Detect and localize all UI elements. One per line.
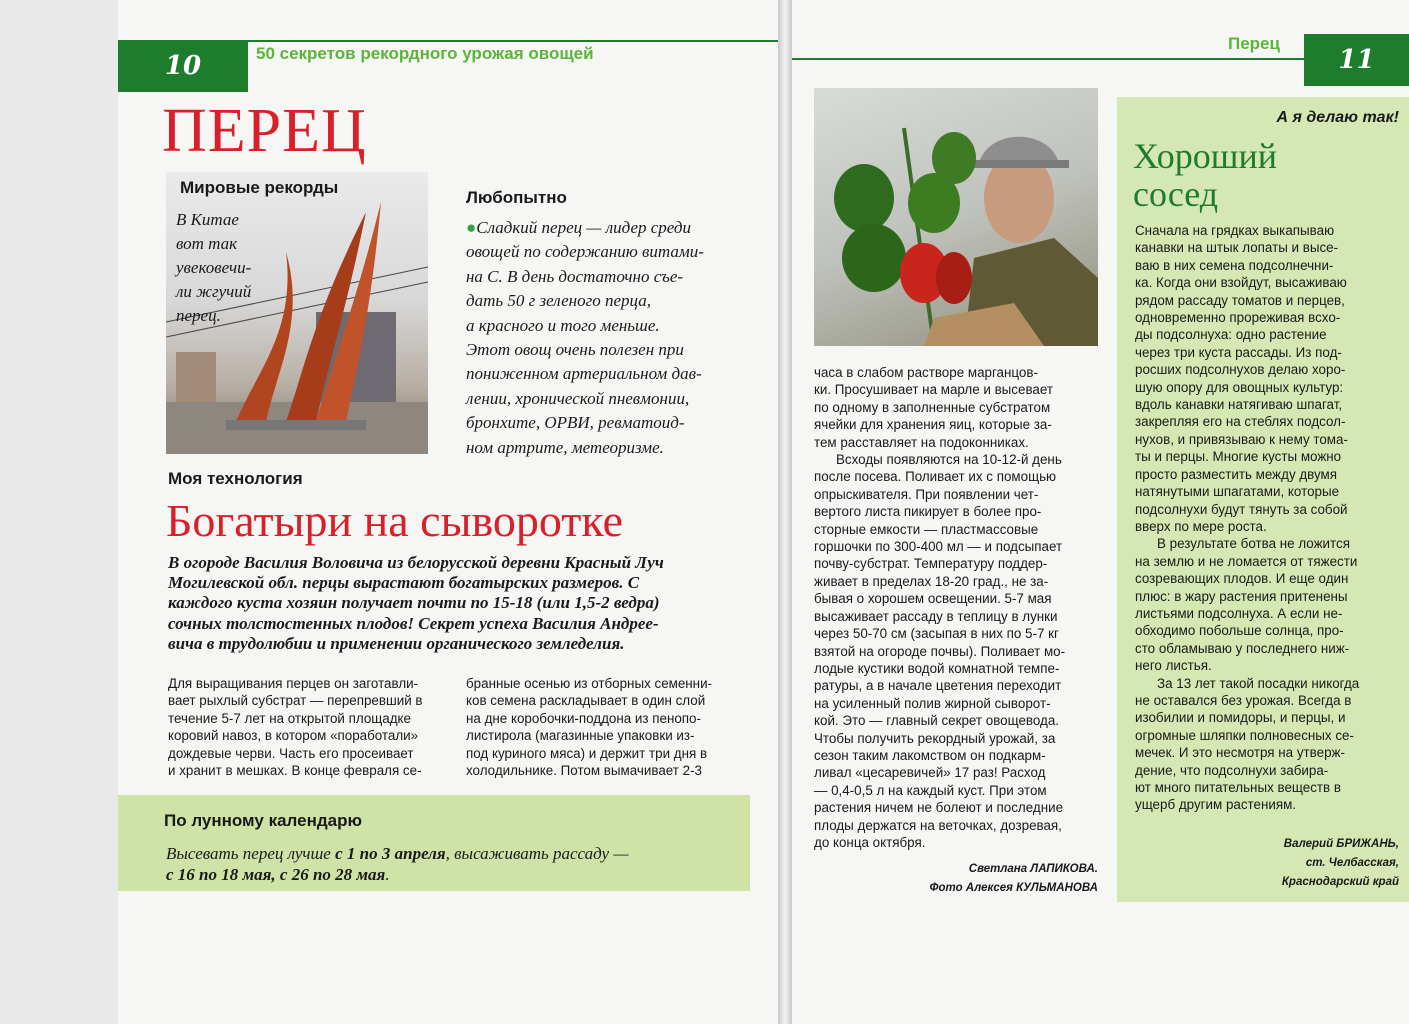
bullet-icon: ● — [466, 218, 477, 237]
lunar-calendar-box — [118, 795, 750, 891]
header-rule — [248, 40, 778, 42]
curious-text: ●Сладкий перец — лидер среди овощей по содержанию витами- на С. В день достаточно съе- дать 50 г зеленого перца, а красного и того меньше. Этот овощ очень полезен при пониженном артериальном дав- лении, хронической пневмонии, бронхите, ОРВИ, ревматоид- ном артрите, метеоризме. — [466, 218, 704, 457]
spine — [778, 0, 792, 1024]
records-heading: Мировые рекорды — [180, 178, 339, 197]
pepper-plant-icon — [814, 88, 1098, 346]
left-page — [118, 0, 778, 1024]
calendar-text: Высевать перец лучше с 1 по 3 апреля, высаживать рассаду — с 16 по 18 мая, с 26 по 28 мая. — [166, 844, 629, 884]
article-title: Богатыри на сыворотке — [166, 495, 624, 546]
sidebar-text: Сначала на грядках выкапываю канавки на штык лопаты и высе- ваю в них семена подсолнечни- ка. Когда они взойдут, высаживаю рядом рассаду томатов и перцев, одновременно прореживая всхо- ды подсолнуха: одно растение через три куста рассады. Из под- росших подсолнухов делаю хоро- шую опору для овощных культур: вдоль канавки натягиваю шпагат, закрепляя его на стеблях подсол- нухов, и привязываю к нему тома- ты и перцы. Многие кусты можно просто разместить между двумя натянутыми шпагатами, которые подсолнухи будут тянуть за собой вверх по мере роста. В результате ботва не ложится на землю и не ломается от тяжести созревающих плодов. И еще один плюс: в жару растения притенены листьями подсолнуха. А если не- обходимо побольше солнца, про- сто обламываю у последнего ниж- него листья. За 13 лет такой посадки никогда не оставался без урожая. Всегда в изобилии и помидоры, и перцы, и огромные шляпки полновесных се- мечек. И это несмотря на утверж- дение, что подсолнухи забира- ют много питательных веществ в ущерб другим растениям. — [1135, 223, 1360, 813]
sidebar-panel — [1117, 97, 1409, 902]
page-number-left: 10 — [118, 40, 248, 92]
header-rule-right — [792, 58, 1304, 60]
right-page — [792, 0, 1409, 1024]
article-continued: часа в слабом растворе марганцов- ки. Просушивает на марле и высевает по одному в заполненные субстратом ячейки для хранения яиц, которые за- тем расставляет на подоконниках. Всходы появляются на 10-12-й день после посева. Поливает их с помощью опрыскивателя. При появлении чет- вертого листа пикирует в более про- сторные емкости — пластмассовые горшочки по 300-400 мл — и подсыпает почву-субстрат. Температуру поддер- живает в пределах 18-20 град., не за- бывая о хорошем освещении. 5-7 мая высаживает рассаду в теплицу в лунки через 50-70 см (засыпая в них по 5-7 кг взятой на огороде почвы). Поливает мо- лодые кустики водой комнатной темпе- ратуры, а в начале цветения переходит на усиленный полив жирной сыворот- кой. Это — главный секрет овощевода. Чтобы получить рекордный урожай, за сезон таким лакомством он подкарм- ливал «цесаревичей» 17 раз! Расход — 0,4-0,5 л на каждый куст. При этом растения ничем не болеют и последние плоды держатся на веточках, дозревая, до конца октября. — [814, 365, 1066, 850]
records-caption: В Китае вот так увековечи- ли жгучий перец. — [176, 210, 252, 325]
farmer-photo — [814, 88, 1098, 346]
article-lead: В огороде Василия Воловича из белорусской деревни Красный Луч Могилевской обл. перцы вырастают богатырских размеров. С каждого куста хозяин получает почти по 15-18 (или 1,5-2 ведра) сочных толстостенных плодов! Секрет успеха Василия Андрее- вича в трудолюбии и применении органического земледелия. — [168, 553, 664, 653]
page-number-right: 11 — [1304, 34, 1409, 86]
running-title-right: Перец — [1228, 34, 1280, 53]
photo-credit: Фото Алексея КУЛЬМАНОВА — [929, 882, 1098, 894]
curious-heading: Любопытно — [466, 188, 567, 207]
sidebar-signature: Валерий БРИЖАНЬ, ст. Челбасская, Краснодарский край — [1281, 838, 1399, 888]
calendar-heading: По лунному календарю — [164, 811, 362, 830]
author-signature: Светлана ЛАПИКОВА. — [968, 863, 1098, 875]
technology-label: Моя технология — [168, 469, 303, 488]
sculpture-photo — [166, 172, 428, 454]
main-title: ПЕРЕЦ — [162, 97, 367, 165]
running-title-left: 50 секретов рекордного урожая овощей — [256, 44, 594, 63]
article-col-2: бранные осенью из отборных семенни- ков семена раскладывает в один слой на дне коробочки-поддона из пенопо- листирола (магазинные упаковки из- под куриного мяса) и держит три дня в холодильнике. Потом вымачивает 2-3 — [466, 676, 713, 779]
sidebar-title: Хороший сосед — [1133, 136, 1277, 214]
sidebar-kicker: А я делаю так! — [1276, 109, 1399, 126]
article-col-1: Для выращивания перцев он заготавли- вает рыхлый субстрат — перепревший в течение 5-7 лет на открытой площадке коровий навоз, в котором «поработали» дождевые черви. Часть его просеивает и хранит в мешках. В конце февраля се- — [168, 676, 423, 779]
